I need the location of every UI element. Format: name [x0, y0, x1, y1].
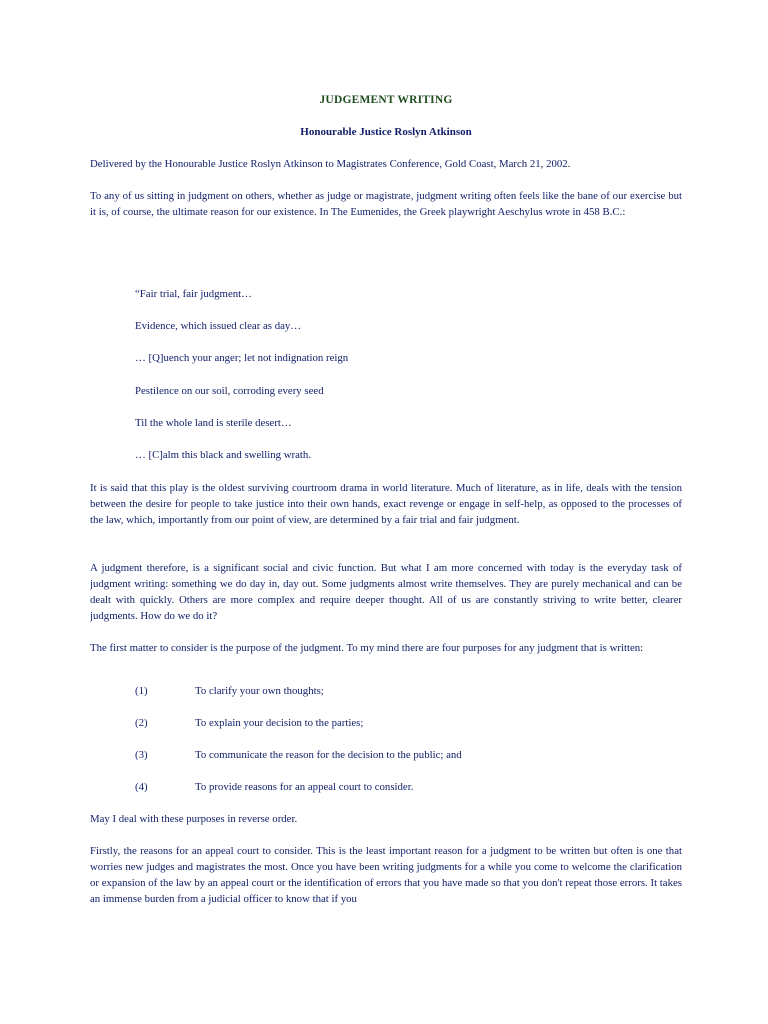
reverse-order-paragraph: May I deal with these purposes in reverse order. — [90, 813, 298, 825]
document-page — [90, 0, 682, 1024]
purpose-paragraph: The first matter to consider is the purpose of the judgment. To my mind there are four purposes for any judgment that is written: — [90, 642, 644, 654]
list-item-number: (1) — [135, 685, 148, 697]
list-item-text: To provide reasons for an appeal court to consider. — [195, 781, 414, 793]
list-item-number: (3) — [135, 749, 148, 761]
function-paragraph: A judgment therefore, is a significant social and civic function. But what I am more concerned with today is the everyday task of judgment writing: something we do day in, day out. Some judgments almost write themselves. They are purely mechanical and can be dealt with quickly. Others are more complex and require deeper thought. All of us are constantly striving to write better, clearer judgments. How do we do it? — [90, 562, 682, 622]
list-item-number: (4) — [135, 781, 148, 793]
firstly-paragraph: Firstly, the reasons for an appeal court to consider. This is the least important reason for a judgment to be written but often is one that worries new judges and magistrates the most. Once you have been writing judgments for a while you come to welcome the clarification or expansion of the law by an appeal court or the identification of errors that you have made so that you don't repeat those errors. It takes an immense burden from a judicial officer to know that if you — [90, 845, 682, 905]
quote-line: “Fair trial, fair judgment… — [135, 288, 252, 300]
quote-line: … [C]alm this black and swelling wrath. — [135, 449, 312, 461]
list-item-text: To explain your decision to the parties; — [195, 717, 364, 729]
drama-paragraph: It is said that this play is the oldest surviving courtroom drama in world literature. Much of literature, as in life, deals with the tension between the desire for people to take justice into their own hands, exact revenge or engage in self-help, as opposed to the processes of the law, which, importantly from our point of view, are determined by a fair trial and fair judgment. — [90, 482, 682, 526]
intro-paragraph: To any of us sitting in judgment on others, whether as judge or magistrate, judgment writing often feels like the bane of our exercise but it is, of course, the ultimate reason for our existence. In The Eumenides, the Greek playwright Aeschylus wrote in 458 B.C.: — [90, 190, 682, 218]
list-item-text: To clarify your own thoughts; — [195, 685, 324, 697]
list-item-number: (2) — [135, 717, 148, 729]
document-title: JUDGEMENT WRITING — [319, 94, 453, 106]
quote-line: Pestilence on our soil, corroding every seed — [135, 385, 324, 397]
quote-line: … [Q]uench your anger; let not indignation reign — [135, 352, 349, 364]
list-item-text: To communicate the reason for the decision to the public; and — [195, 749, 462, 761]
delivery-note: Delivered by the Honourable Justice Roslyn Atkinson to Magistrates Conference, Gold Coast, March 21, 2002. — [90, 158, 571, 170]
quote-line: Evidence, which issued clear as day… — [135, 320, 302, 332]
document-author: Honourable Justice Roslyn Atkinson — [300, 126, 472, 138]
quote-line: Til the whole land is sterile desert… — [135, 417, 292, 429]
